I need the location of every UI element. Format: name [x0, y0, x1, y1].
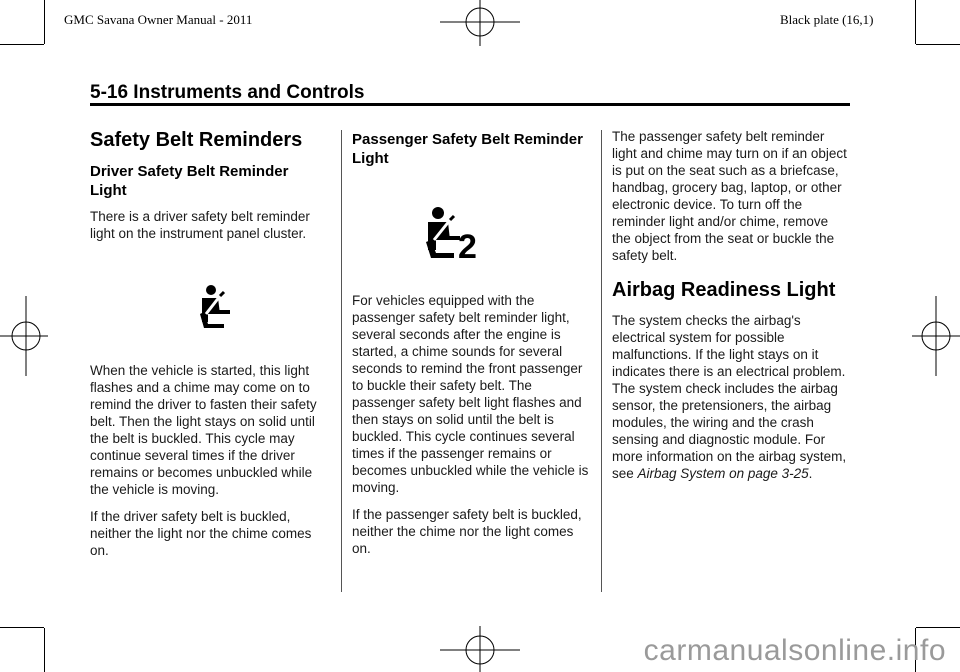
- crop-mark: [916, 44, 960, 45]
- column-divider: [341, 130, 342, 592]
- crop-mark: [44, 628, 45, 672]
- cross-reference-link[interactable]: Airbag System on page 3-25: [637, 466, 809, 481]
- registration-mark-bottom: [440, 626, 520, 672]
- watermark: carmanualsonline.info: [643, 634, 946, 667]
- paragraph: The passenger safety belt reminder light and chime may turn on if an object is put on the seat such as a briefcase, handbag, grocery bag, laptop, or other electronic device. To turn off the reminder light and/or chime, remove the object from the seat or buckle the safety belt.: [612, 129, 847, 263]
- seatbelt-icon: [194, 284, 234, 332]
- crop-mark: [44, 0, 45, 44]
- running-head: 5-16 Instruments and Controls: [90, 82, 365, 103]
- column-2: [352, 128, 590, 567]
- paragraph: There is a driver safety belt reminder light on the instrument panel cluster.: [90, 209, 310, 241]
- header-rule: [90, 103, 850, 106]
- passenger-number: 2: [458, 228, 477, 266]
- plate-header: Black plate (16,1): [780, 12, 874, 27]
- registration-mark-right: [912, 296, 960, 376]
- column-3: [612, 128, 850, 492]
- crop-mark: [916, 627, 960, 628]
- paragraph-airbag: [612, 312, 850, 482]
- paragraph-end: .: [808, 466, 813, 481]
- driver-seatbelt-icon-box: [90, 252, 328, 362]
- crop-mark: [0, 627, 44, 628]
- subsection-title-driver-belt: Driver Safety Belt Reminder Light: [90, 163, 289, 199]
- crop-mark: [0, 44, 44, 45]
- paragraph: For vehicles equipped with the passenger safety belt reminder light, several seconds after the engine is started, a chime sounds for several seconds to remind the front passenger to buckle their safety belt. The passenger safety belt light flashes and then stays on solid until the belt is buckled. This cycle continues several times if the passenger remains or becomes unbuckled while the vehicle is moving.: [352, 293, 589, 495]
- section-title-safety-belt-reminders: Safety Belt Reminders: [90, 129, 303, 151]
- paragraph: When the vehicle is started, this light flashes and a chime may come on to remind the driver to fasten their safety belt. Then the light stays on solid until the belt is buckled. This cycle may continue several times if the driver remains or becomes unbuckled while the vehicle is moving.: [90, 363, 317, 497]
- column-divider: [601, 130, 602, 592]
- manual-header: GMC Savana Owner Manual - 2011: [64, 12, 253, 27]
- subsection-title-passenger-belt: Passenger Safety Belt Reminder Light: [352, 131, 583, 167]
- section-title-airbag-readiness: Airbag Readiness Light: [612, 279, 836, 301]
- paragraph-text: The system checks the airbag's electrical system for possible malfunctions. If the light stays on it indicates there is an electrical problem. The system check includes the airbag sensor, the pretensioners, the airbag modules, the wiring and the crash sensing and diagnostic module. For more information on the airbag system, see: [612, 313, 847, 481]
- column-1: [90, 128, 328, 569]
- crop-mark: [915, 0, 916, 44]
- registration-mark-top: [440, 0, 520, 48]
- paragraph: If the driver safety belt is buckled, neither the light nor the chime comes on.: [90, 509, 312, 558]
- paragraph: If the passenger safety belt is buckled, neither the chime nor the light comes on.: [352, 507, 582, 556]
- registration-mark-left: [0, 296, 48, 376]
- passenger-seatbelt-icon-box: [352, 176, 590, 292]
